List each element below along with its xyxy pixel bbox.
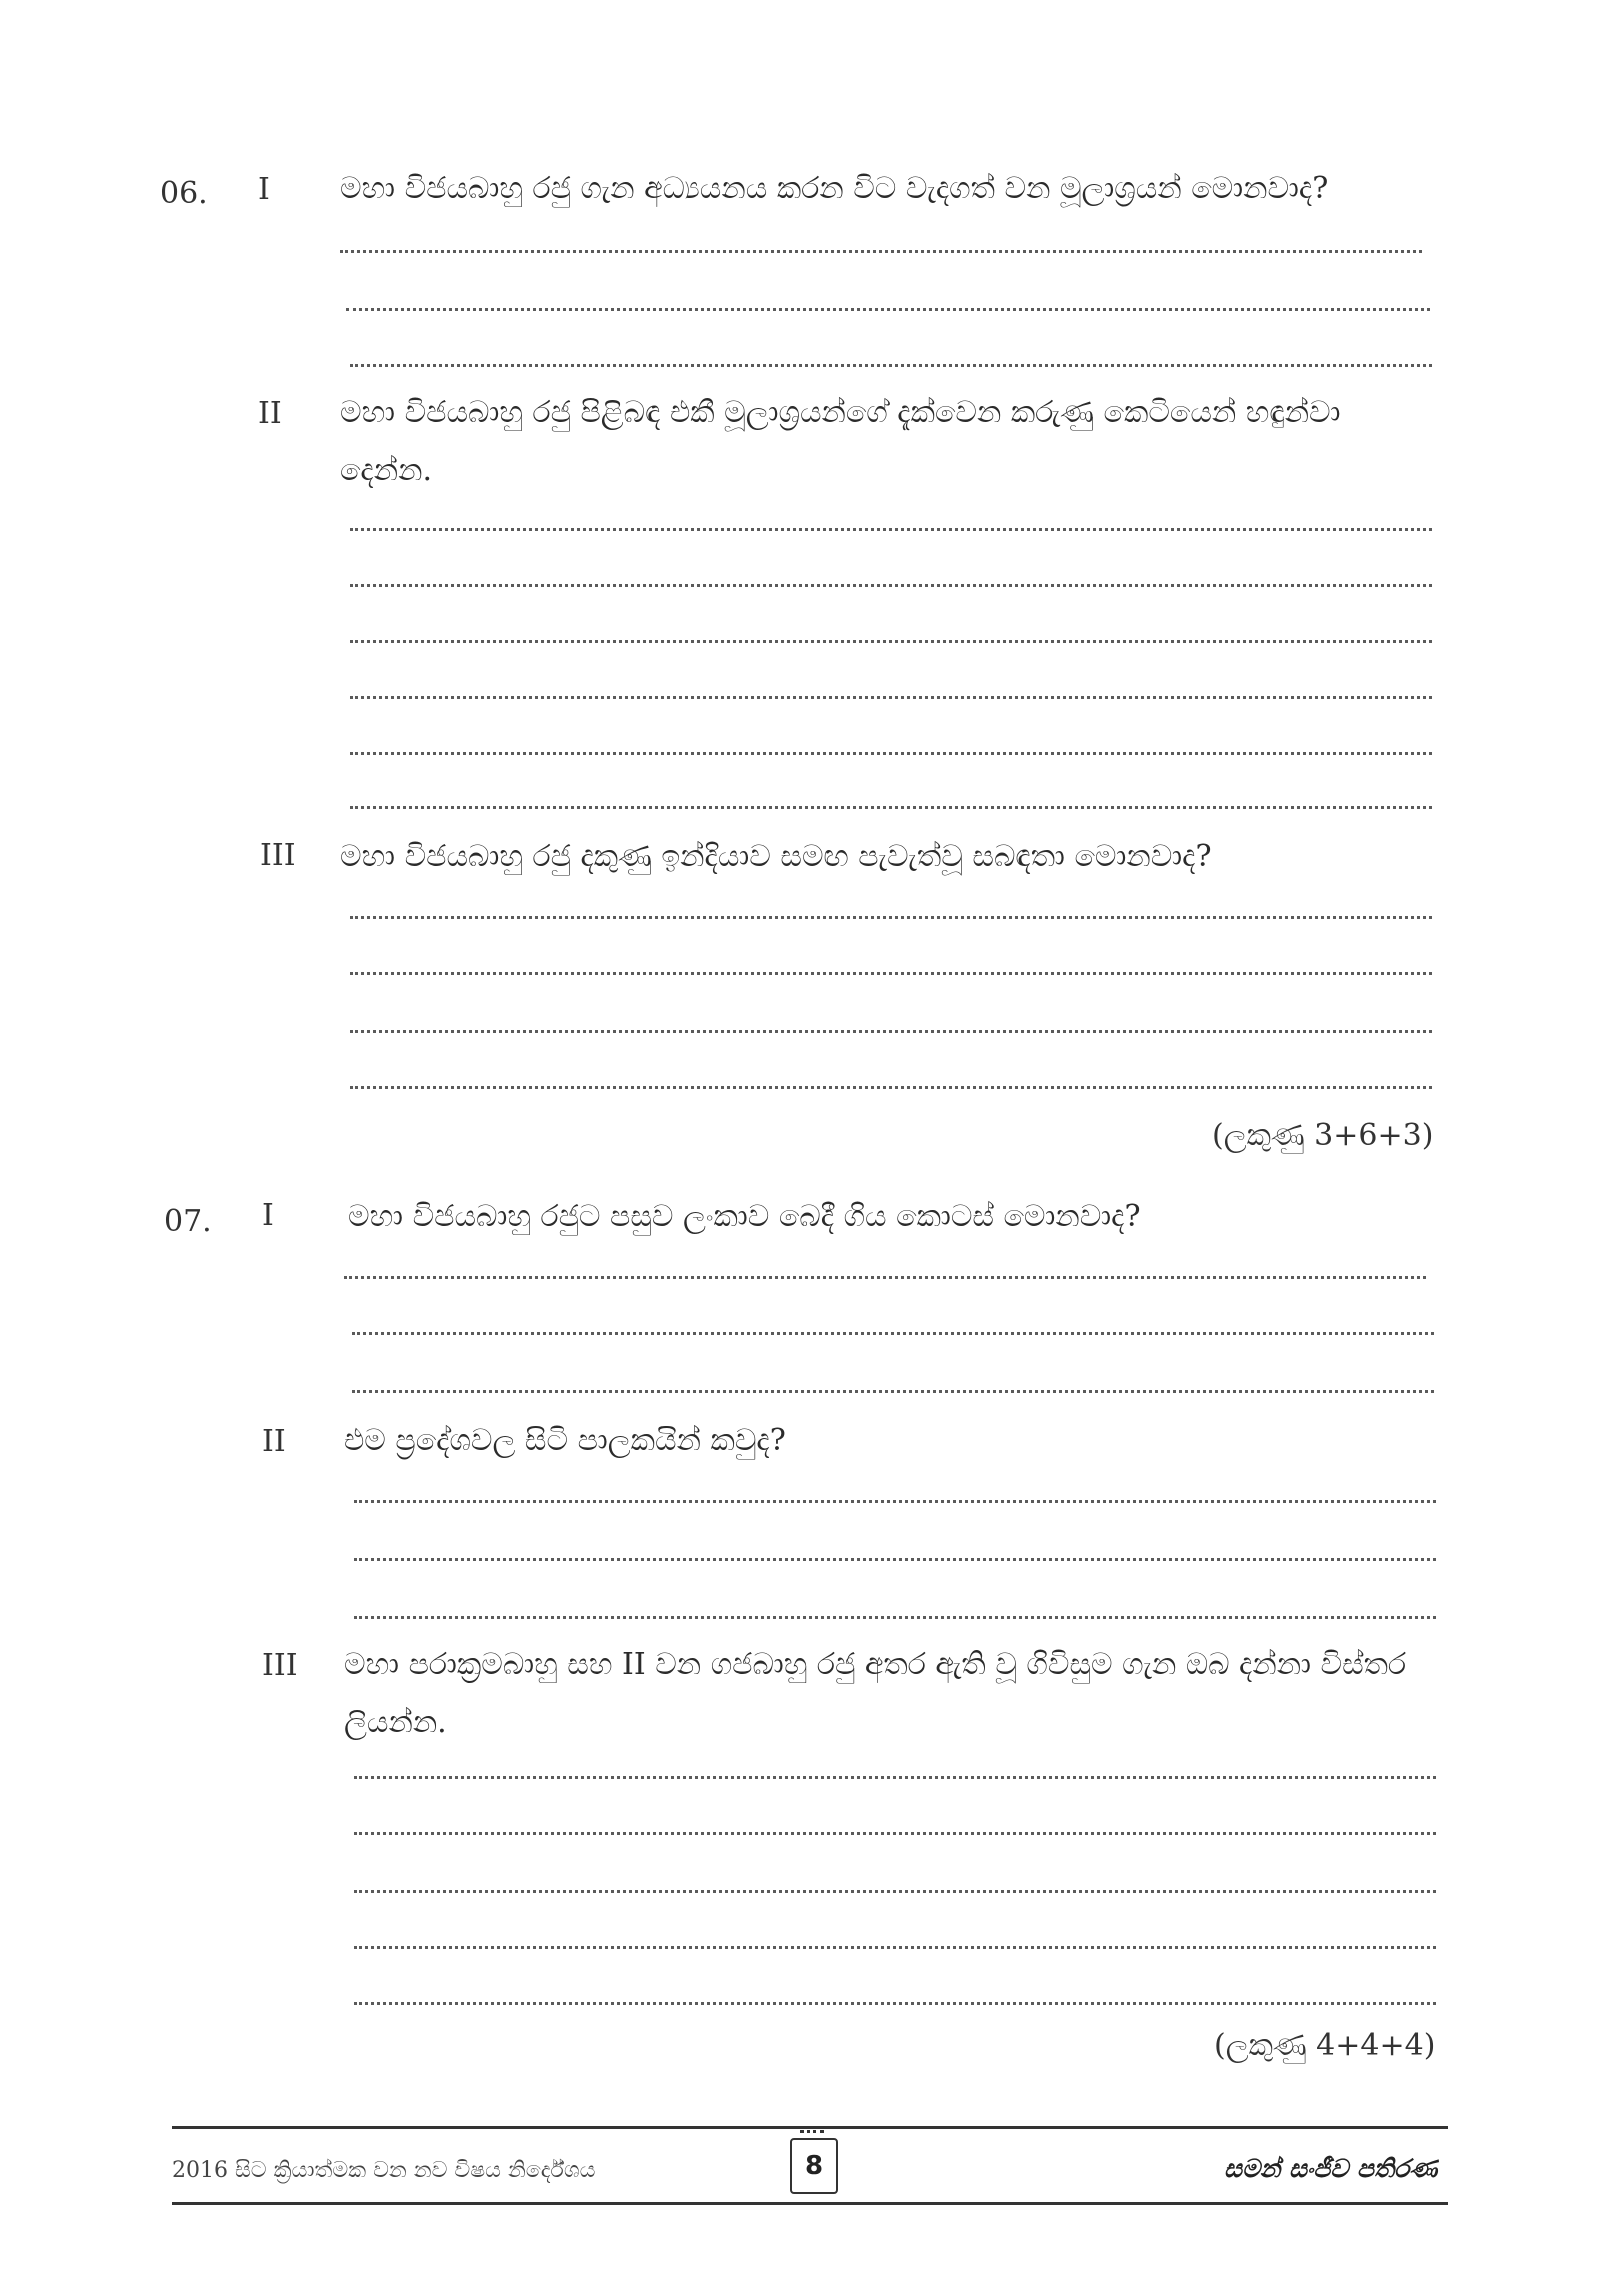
answer-line[interactable]: [350, 752, 1432, 755]
part-label: I: [262, 1198, 274, 1233]
question-text: මහා විජයබාහු රජුට පසුව ලංකාව බෙදී ගිය කොටස් මොනවාද?: [348, 1199, 1141, 1234]
question-text: මහා විජයබාහු රජු දකුණු ඉන්දියාව සමඟ පැවැත්වූ සබඳතා මොනවාද?: [340, 839, 1212, 874]
answer-line[interactable]: [354, 1500, 1436, 1503]
answer-line[interactable]: [350, 1086, 1432, 1089]
footer-author: සමන් සංජීව පතිරණ: [1224, 2154, 1438, 2183]
answer-line[interactable]: [354, 1832, 1436, 1835]
answer-line[interactable]: [354, 1616, 1436, 1619]
answer-line[interactable]: [350, 584, 1432, 587]
answer-line[interactable]: [352, 1332, 1434, 1335]
answer-line[interactable]: [350, 528, 1432, 531]
footer-bottom-rule: [172, 2202, 1448, 2205]
part-label: III: [260, 838, 296, 873]
question-text: එම ප්‍රදේශවල සිටි පාලකයින් කවුද?: [344, 1423, 786, 1458]
answer-line[interactable]: [350, 916, 1432, 919]
answer-line[interactable]: [354, 1946, 1436, 1949]
footer-top-rule: [172, 2126, 1448, 2129]
question-text: මහා පරාක්‍රමබාහු සහ II වන ගජබාහු රජු අතර ඇති වූ ගිවිසුම ගැන ඔබ දන්නා විස්තර ලියන්න.: [344, 1647, 1407, 1740]
page-number: 8: [790, 2138, 838, 2194]
question-number: 07.: [164, 1204, 212, 1239]
marks-allocation: (ලකුණු 3+6+3): [1212, 1118, 1434, 1153]
answer-line[interactable]: [354, 1890, 1436, 1893]
footer-syllabus-note: 2016 සිට ක්‍රියාත්මක වන නව විෂය නිර්දේශය: [172, 2158, 596, 2183]
answer-line[interactable]: [350, 806, 1432, 809]
question-text: මහා විජයබාහු රජු පිළිබඳ එකී මූලාශ්‍රයන්ගේ දැක්වෙන කරුණු කෙටියෙන් හඳුන්වා දෙන්න.: [340, 395, 1341, 488]
answer-line[interactable]: [354, 1776, 1436, 1779]
answer-line[interactable]: [354, 2002, 1436, 2005]
question-text: මහා විජයබාහු රජු ගැන අධ්‍යයනය කරන විට වැදගත් වන මූලාශ්‍රයන් මොනවාද?: [340, 171, 1329, 206]
page-number-dots: [800, 2130, 824, 2133]
answer-line[interactable]: [344, 1276, 1426, 1279]
part-label: II: [262, 1424, 286, 1459]
question-number: 06.: [160, 176, 208, 211]
answer-line[interactable]: [340, 250, 1422, 253]
answer-line[interactable]: [350, 1030, 1432, 1033]
part-label: I: [258, 172, 270, 207]
part-label: III: [262, 1648, 298, 1683]
answer-line[interactable]: [350, 972, 1432, 975]
answer-line[interactable]: [352, 1390, 1434, 1393]
answer-line[interactable]: [350, 696, 1432, 699]
answer-line[interactable]: [346, 308, 1430, 311]
answer-line[interactable]: [350, 640, 1432, 643]
answer-line[interactable]: [350, 364, 1432, 367]
marks-allocation: (ලකුණු 4+4+4): [1214, 2028, 1436, 2063]
part-label: II: [258, 396, 282, 431]
answer-line[interactable]: [354, 1558, 1436, 1561]
